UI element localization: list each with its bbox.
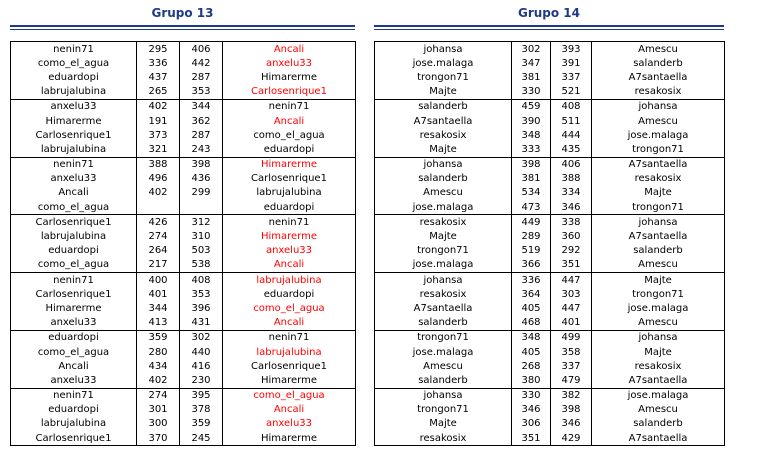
home-player: jose.malaga [412, 201, 474, 213]
away-player: salanderb [592, 56, 725, 70]
home-player: Amescu [423, 187, 463, 199]
home-player: nenin71 [11, 388, 137, 403]
away-player: A7santaella [592, 70, 725, 84]
match-row [375, 244, 725, 258]
away-player: nenin71 [223, 99, 356, 114]
away-score: 440 [180, 345, 223, 359]
match-row [375, 359, 725, 373]
home-player: jose.malaga [412, 259, 474, 271]
away-score: 406 [551, 157, 592, 172]
away-score: 398 [551, 403, 592, 417]
match-row [375, 85, 725, 100]
home-score: 402 [137, 186, 180, 200]
away-player: eduardopi [223, 287, 356, 301]
away-score: 243 [180, 142, 223, 157]
home-player: salanderb [418, 317, 468, 329]
match-row [11, 301, 356, 315]
match-row [11, 403, 356, 417]
away-player: Ancali [223, 258, 356, 273]
away-score: 429 [551, 431, 592, 446]
home-score: 426 [137, 215, 180, 230]
home-score: 321 [137, 142, 180, 157]
match-row [375, 157, 725, 172]
home-score: 289 [512, 229, 551, 243]
away-score: 245 [180, 431, 223, 446]
away-player: Amescu [592, 316, 725, 331]
away-player: anxelu33 [223, 417, 356, 431]
home-score: 405 [512, 345, 551, 359]
away-score: 359 [180, 417, 223, 431]
away-score: 358 [551, 345, 592, 359]
away-score: 447 [551, 273, 592, 288]
home-score [137, 200, 180, 215]
away-score: 503 [180, 244, 223, 258]
away-player: Himarerme [223, 431, 356, 446]
home-score: 302 [512, 42, 551, 57]
home-player: como_el_agua [37, 259, 110, 271]
away-player: Ancali [223, 114, 356, 128]
match-row [11, 229, 356, 243]
away-player: Himarerme [223, 373, 356, 388]
home-score: 348 [512, 330, 551, 345]
match-row [11, 70, 356, 84]
home-player: Ancali [58, 187, 89, 199]
match-row [11, 373, 356, 388]
away-player: como_el_agua [223, 301, 356, 315]
away-score: 287 [180, 70, 223, 84]
home-player: como_el_agua [37, 57, 110, 69]
away-score: 395 [180, 388, 223, 403]
away-score: 391 [551, 56, 592, 70]
home-player: labrujalubina [40, 418, 107, 430]
group-13-panel [10, 0, 355, 444]
home-player: eduardopi [48, 71, 99, 83]
away-score: 312 [180, 215, 223, 230]
away-score: 435 [551, 142, 592, 157]
home-player: Ancali [58, 360, 89, 372]
away-player: Amescu [592, 258, 725, 273]
away-player: nenin71 [223, 215, 356, 230]
home-player: anxelu33 [50, 317, 97, 329]
home-player: Amescu [423, 360, 463, 372]
away-player: Ancali [223, 316, 356, 331]
home-player: A7santaella [413, 115, 473, 127]
home-player: salanderb [418, 374, 468, 386]
away-player: como_el_agua [223, 128, 356, 142]
home-score: 265 [137, 85, 180, 100]
away-score: 346 [551, 200, 592, 215]
away-score: 416 [180, 359, 223, 373]
home-score: 359 [137, 330, 180, 345]
home-score: 437 [137, 70, 180, 84]
home-score: 388 [137, 157, 180, 172]
away-score: 353 [180, 85, 223, 100]
home-score: 301 [137, 403, 180, 417]
away-player: Himarerme [223, 70, 356, 84]
home-player: labrujalubina [40, 231, 107, 243]
match-row [11, 287, 356, 301]
away-player: Majte [592, 186, 725, 200]
home-score: 280 [137, 345, 180, 359]
away-score: 479 [551, 373, 592, 388]
away-score: 351 [551, 258, 592, 273]
home-score: 295 [137, 42, 180, 57]
match-row [375, 330, 725, 345]
away-score: 408 [551, 99, 592, 114]
home-score: 348 [512, 128, 551, 142]
home-player: Carlosenrique1 [11, 215, 137, 230]
home-score: 405 [512, 301, 551, 315]
away-player: Carlosenrique1 [223, 359, 356, 373]
away-player: labrujalubina [223, 345, 356, 359]
away-score: 344 [180, 99, 223, 114]
away-player: labrujalubina [223, 273, 356, 288]
match-row [375, 403, 725, 417]
match-row [11, 186, 356, 200]
home-score: 351 [512, 431, 551, 446]
home-score: 413 [137, 316, 180, 331]
match-row [11, 99, 356, 114]
match-row [11, 157, 356, 172]
away-player: Amescu [592, 42, 725, 57]
home-score: 534 [512, 186, 551, 200]
home-player: trongon71 [375, 330, 512, 345]
match-row [375, 114, 725, 128]
home-score: 268 [512, 359, 551, 373]
away-player: johansa [592, 215, 725, 230]
home-score: 468 [512, 316, 551, 331]
away-player: jose.malaga [592, 128, 725, 142]
away-player: A7santaella [592, 431, 725, 446]
home-player: Carlosenrique1 [35, 288, 112, 300]
home-score: 364 [512, 287, 551, 301]
home-score: 381 [512, 70, 551, 84]
home-score: 346 [512, 403, 551, 417]
away-player: como_el_agua [223, 388, 356, 403]
home-player: anxelu33 [50, 173, 97, 185]
home-player: A7santaella [413, 302, 473, 314]
away-score: 499 [551, 330, 592, 345]
away-score: 401 [551, 316, 592, 331]
home-score: 306 [512, 417, 551, 431]
home-score: 191 [137, 114, 180, 128]
home-score: 336 [512, 273, 551, 288]
home-player: eduardopi [48, 404, 99, 416]
away-player: nenin71 [223, 330, 356, 345]
away-score: 287 [180, 128, 223, 142]
away-player: Himarerme [223, 229, 356, 243]
away-score: 444 [551, 128, 592, 142]
home-player: johansa [423, 43, 463, 55]
home-player: salanderb [375, 99, 512, 114]
home-player: Himarerme [45, 115, 102, 127]
home-score: 496 [137, 172, 180, 186]
home-player: anxelu33 [50, 374, 97, 386]
home-score: 274 [137, 229, 180, 243]
away-player: eduardopi [223, 200, 356, 215]
away-player: Amescu [592, 114, 725, 128]
match-row [375, 258, 725, 273]
match-row [11, 172, 356, 186]
home-score: 344 [137, 301, 180, 315]
away-score: 360 [551, 229, 592, 243]
home-score: 459 [512, 99, 551, 114]
match-row [11, 431, 356, 446]
match-row [375, 186, 725, 200]
home-player: Carlosenrique1 [35, 129, 112, 141]
away-player: anxelu33 [223, 244, 356, 258]
results-table [374, 41, 725, 446]
away-player: resakosix [592, 359, 725, 373]
match-row [11, 316, 356, 331]
away-score: 346 [551, 417, 592, 431]
home-player: Himarerme [45, 302, 102, 314]
away-score: 302 [180, 330, 223, 345]
home-player: johansa [375, 157, 512, 172]
match-row [375, 142, 725, 157]
away-score: 362 [180, 114, 223, 128]
away-score: 436 [180, 172, 223, 186]
match-row [375, 273, 725, 288]
away-score: 292 [551, 244, 592, 258]
away-player: labrujalubina [223, 186, 356, 200]
away-player: Carlosenrique1 [223, 85, 356, 100]
away-score: 310 [180, 229, 223, 243]
away-player: resakosix [592, 172, 725, 186]
match-row [375, 229, 725, 243]
away-player: Majte [592, 345, 725, 359]
away-player: Ancali [223, 42, 356, 57]
home-player: anxelu33 [11, 99, 137, 114]
home-player: eduardopi [11, 330, 137, 345]
away-score: 388 [551, 172, 592, 186]
match-row [375, 373, 725, 388]
home-player: Majte [429, 86, 457, 98]
home-player: jose.malaga [412, 57, 474, 69]
away-score: 337 [551, 359, 592, 373]
away-player: Majte [592, 273, 725, 288]
match-row [375, 316, 725, 331]
away-player: jose.malaga [592, 301, 725, 315]
home-player: labrujalubina [40, 143, 107, 155]
away-player: Himarerme [223, 157, 356, 172]
home-score: 449 [512, 215, 551, 230]
away-player: Carlosenrique1 [223, 172, 356, 186]
home-player: Majte [429, 418, 457, 430]
home-score: 347 [512, 56, 551, 70]
away-player: resakosix [592, 85, 725, 100]
home-player: jose.malaga [412, 346, 474, 358]
home-score: 336 [137, 56, 180, 70]
away-player: A7santaella [592, 157, 725, 172]
away-player: eduardopi [223, 142, 356, 157]
home-score: 330 [512, 85, 551, 100]
home-player: nenin71 [11, 273, 137, 288]
home-score: 380 [512, 373, 551, 388]
home-player: resakosix [375, 215, 512, 230]
match-row [11, 85, 356, 100]
results-table [10, 41, 356, 446]
home-score: 370 [137, 431, 180, 446]
home-player: Majte [429, 143, 457, 155]
away-score: 406 [180, 42, 223, 57]
match-row [375, 56, 725, 70]
home-score: 330 [512, 388, 551, 403]
away-score: 398 [180, 157, 223, 172]
group-title: Grupo 14 [517, 6, 581, 20]
away-score: 408 [180, 273, 223, 288]
home-score: 390 [512, 114, 551, 128]
home-player: johansa [375, 388, 512, 403]
away-score: 230 [180, 373, 223, 388]
home-score: 401 [137, 287, 180, 301]
home-player: como_el_agua [37, 346, 110, 358]
home-player: trongon71 [417, 245, 469, 257]
home-score: 217 [137, 258, 180, 273]
away-score: 378 [180, 403, 223, 417]
match-row [375, 172, 725, 186]
match-row [11, 359, 356, 373]
home-score: 300 [137, 417, 180, 431]
away-score [180, 200, 223, 215]
home-player: eduardopi [48, 245, 99, 257]
away-score: 442 [180, 56, 223, 70]
match-row [375, 42, 725, 57]
away-score: 338 [551, 215, 592, 230]
away-score: 447 [551, 301, 592, 315]
away-player: jose.malaga [592, 388, 725, 403]
match-row [375, 200, 725, 215]
home-score: 373 [137, 128, 180, 142]
away-player: trongon71 [592, 200, 725, 215]
match-row [375, 215, 725, 230]
home-player: resakosix [419, 288, 467, 300]
match-row [11, 273, 356, 288]
home-player: trongon71 [417, 71, 469, 83]
match-row [11, 345, 356, 359]
home-score: 333 [512, 142, 551, 157]
home-player: johansa [375, 273, 512, 288]
home-player: resakosix [419, 129, 467, 141]
match-row [11, 330, 356, 345]
away-player: johansa [592, 99, 725, 114]
match-row [375, 128, 725, 142]
home-player: nenin71 [53, 43, 94, 55]
away-score: 299 [180, 186, 223, 200]
away-score: 393 [551, 42, 592, 57]
title-underline [10, 25, 355, 30]
away-player: johansa [592, 330, 725, 345]
match-row [375, 345, 725, 359]
away-score: 396 [180, 301, 223, 315]
home-score: 473 [512, 200, 551, 215]
match-row [11, 200, 356, 215]
home-score: 264 [137, 244, 180, 258]
home-score: 519 [512, 244, 551, 258]
away-player: salanderb [592, 417, 725, 431]
home-score: 274 [137, 388, 180, 403]
away-player: trongon71 [592, 287, 725, 301]
match-row [11, 42, 356, 57]
home-player: Majte [429, 231, 457, 243]
away-score: 521 [551, 85, 592, 100]
home-player: como_el_agua [37, 201, 110, 213]
group-14-panel [374, 0, 724, 444]
match-row [11, 56, 356, 70]
away-score: 382 [551, 388, 592, 403]
home-score: 381 [512, 172, 551, 186]
match-row [375, 431, 725, 446]
match-row [11, 244, 356, 258]
away-score: 538 [180, 258, 223, 273]
home-score: 398 [512, 157, 551, 172]
home-score: 400 [137, 273, 180, 288]
away-player: Amescu [592, 403, 725, 417]
group-title: Grupo 13 [151, 6, 214, 20]
away-player: trongon71 [592, 142, 725, 157]
match-row [375, 388, 725, 403]
home-score: 402 [137, 99, 180, 114]
away-player: A7santaella [592, 373, 725, 388]
home-score: 434 [137, 359, 180, 373]
home-score: 402 [137, 373, 180, 388]
away-score: 431 [180, 316, 223, 331]
match-row [11, 128, 356, 142]
away-player: salanderb [592, 244, 725, 258]
match-row [11, 142, 356, 157]
home-player: Carlosenrique1 [35, 432, 112, 444]
away-score: 334 [551, 186, 592, 200]
away-score: 337 [551, 70, 592, 84]
home-score: 366 [512, 258, 551, 273]
away-score: 353 [180, 287, 223, 301]
match-row [11, 114, 356, 128]
home-player: resakosix [419, 432, 467, 444]
title-underline [374, 25, 724, 30]
away-score: 303 [551, 287, 592, 301]
away-player: anxelu33 [223, 56, 356, 70]
home-player: nenin71 [11, 157, 137, 172]
match-row [11, 417, 356, 431]
match-row [375, 287, 725, 301]
away-score: 511 [551, 114, 592, 128]
match-row [375, 301, 725, 315]
match-row [375, 417, 725, 431]
home-player: salanderb [418, 173, 468, 185]
home-player: labrujalubina [40, 86, 107, 98]
match-row [375, 70, 725, 84]
home-player: trongon71 [417, 404, 469, 416]
match-row [375, 99, 725, 114]
away-player: A7santaella [592, 229, 725, 243]
match-row [11, 388, 356, 403]
match-row [11, 258, 356, 273]
match-row [11, 215, 356, 230]
away-player: Ancali [223, 403, 356, 417]
